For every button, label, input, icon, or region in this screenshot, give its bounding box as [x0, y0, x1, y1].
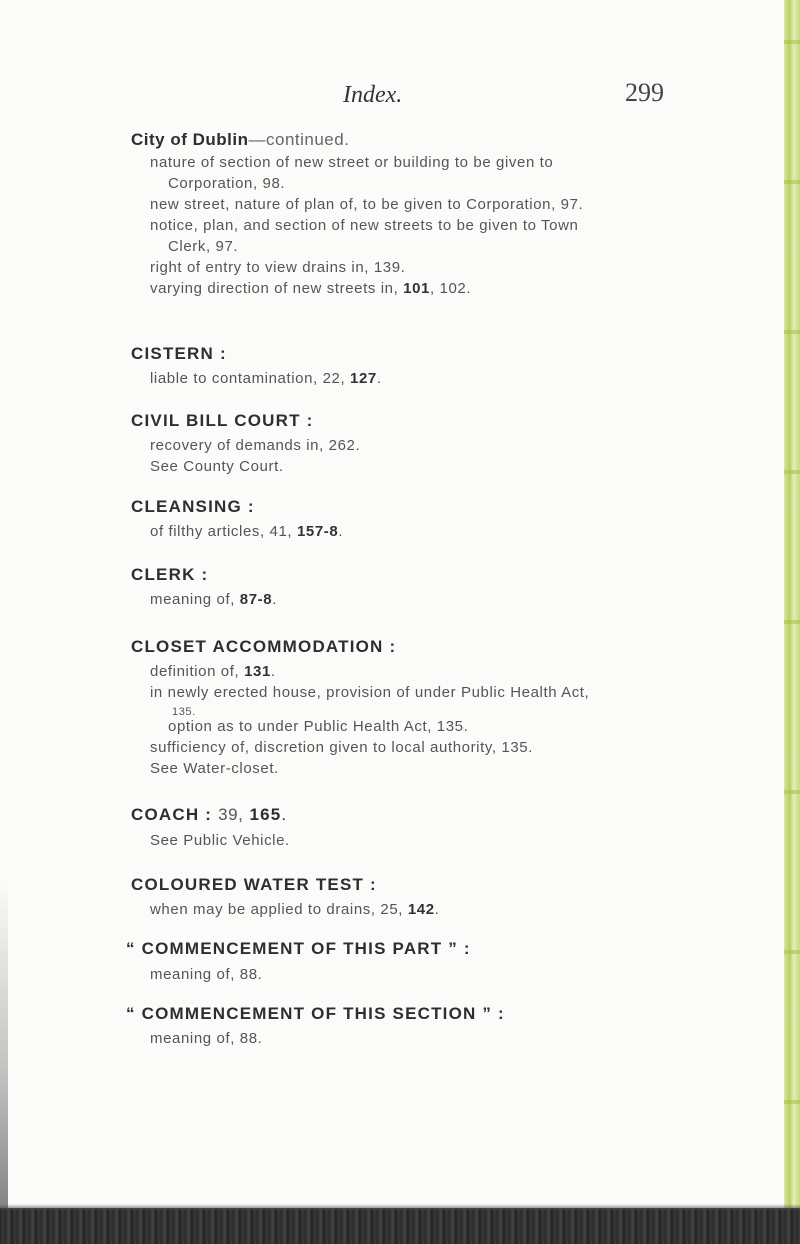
entry-heading-city-of-dublin [131, 130, 349, 150]
index-line: sufficiency of, discretion given to local authority, 135. [150, 739, 534, 756]
entry-heading-cistern: CISTERN : [131, 344, 227, 363]
index-line [150, 901, 439, 918]
line-text: varying direction of new streets in, [150, 280, 399, 297]
line-text: definition of, [150, 663, 240, 680]
index-line: See Water-closet. [150, 760, 279, 777]
index-line: notice, plan, and section of new streets to be given to Town [150, 217, 579, 234]
heading-suffix: —continued. [248, 130, 350, 149]
index-line: Clerk, 97. [168, 238, 239, 255]
entry-heading-commencement-of-this-section: “ COMMENCEMENT OF THIS SECTION ” : [126, 1004, 505, 1023]
line-text: meaning of, [150, 591, 235, 608]
heading-text: COACH : [131, 805, 213, 824]
bold-page-reference: 157-8 [296, 523, 339, 540]
entry-heading-civil-bill-court: CIVIL BILL COURT : [131, 411, 314, 430]
line-text: , 102. [429, 280, 472, 297]
bold-page-reference: 101 [403, 280, 430, 297]
bold-page-reference: 127 [350, 370, 377, 387]
line-text: . [338, 523, 344, 540]
index-line: 135. [172, 706, 196, 718]
entry-heading-coloured-water-test: COLOURED WATER TEST : [131, 875, 377, 894]
bold-page-reference: 131 [244, 663, 271, 680]
entry-heading-cleansing: CLEANSING : [131, 497, 255, 516]
index-line: meaning of, 88. [150, 966, 263, 983]
index-line: See Public Vehicle. [150, 832, 290, 849]
page-edge-right [784, 0, 800, 1244]
index-line: Corporation, 98. [168, 175, 286, 192]
bold-page-reference: 165 [249, 805, 282, 824]
index-line: option as to under Public Health Act, 135. [168, 718, 469, 735]
index-line: See County Court. [150, 458, 284, 475]
line-text: . [272, 591, 277, 608]
line-text: . [376, 370, 382, 387]
page-edge-left-shadow [0, 880, 8, 1210]
entry-heading-closet-accommodation: CLOSET ACCOMMODATION : [131, 637, 397, 656]
index-line: recovery of demands in, 262. [150, 437, 361, 454]
bold-page-reference: 142 [407, 901, 435, 918]
heading-text: City of Dublin [131, 130, 249, 149]
bold-page-reference: 87-8 [239, 591, 273, 608]
line-text: liable to contamination, 22, [150, 370, 346, 387]
line-text: of filthy articles, 41, [150, 523, 293, 540]
index-line [150, 370, 382, 387]
line-text: . [434, 901, 440, 918]
index-line: meaning of, 88. [150, 1030, 263, 1047]
line-text: . [270, 663, 276, 680]
index-line [150, 280, 471, 297]
index-line: in newly erected house, provision of under Public Health Act, [150, 684, 590, 701]
page-number: 299 [625, 78, 664, 107]
index-line [150, 523, 343, 540]
entry-heading-coach [131, 805, 287, 825]
index-line [150, 663, 276, 680]
book-bottom-edge [0, 1208, 800, 1244]
entry-heading-clerk: CLERK : [131, 565, 209, 584]
entry-heading-commencement-of-this-part: “ COMMENCEMENT OF THIS PART ” : [126, 939, 471, 958]
index-line: new street, nature of plan of, to be given to Corporation, 97. [150, 196, 584, 213]
running-head: Index. [343, 82, 403, 108]
heading-references: 39, [218, 805, 244, 824]
line-text: when may be applied to drains, 25, [150, 901, 404, 918]
index-line: nature of section of new street or building to be given to [150, 154, 554, 171]
index-line: right of entry to view drains in, 139. [150, 259, 406, 276]
heading-tail: . [281, 805, 288, 824]
index-line [150, 591, 277, 608]
